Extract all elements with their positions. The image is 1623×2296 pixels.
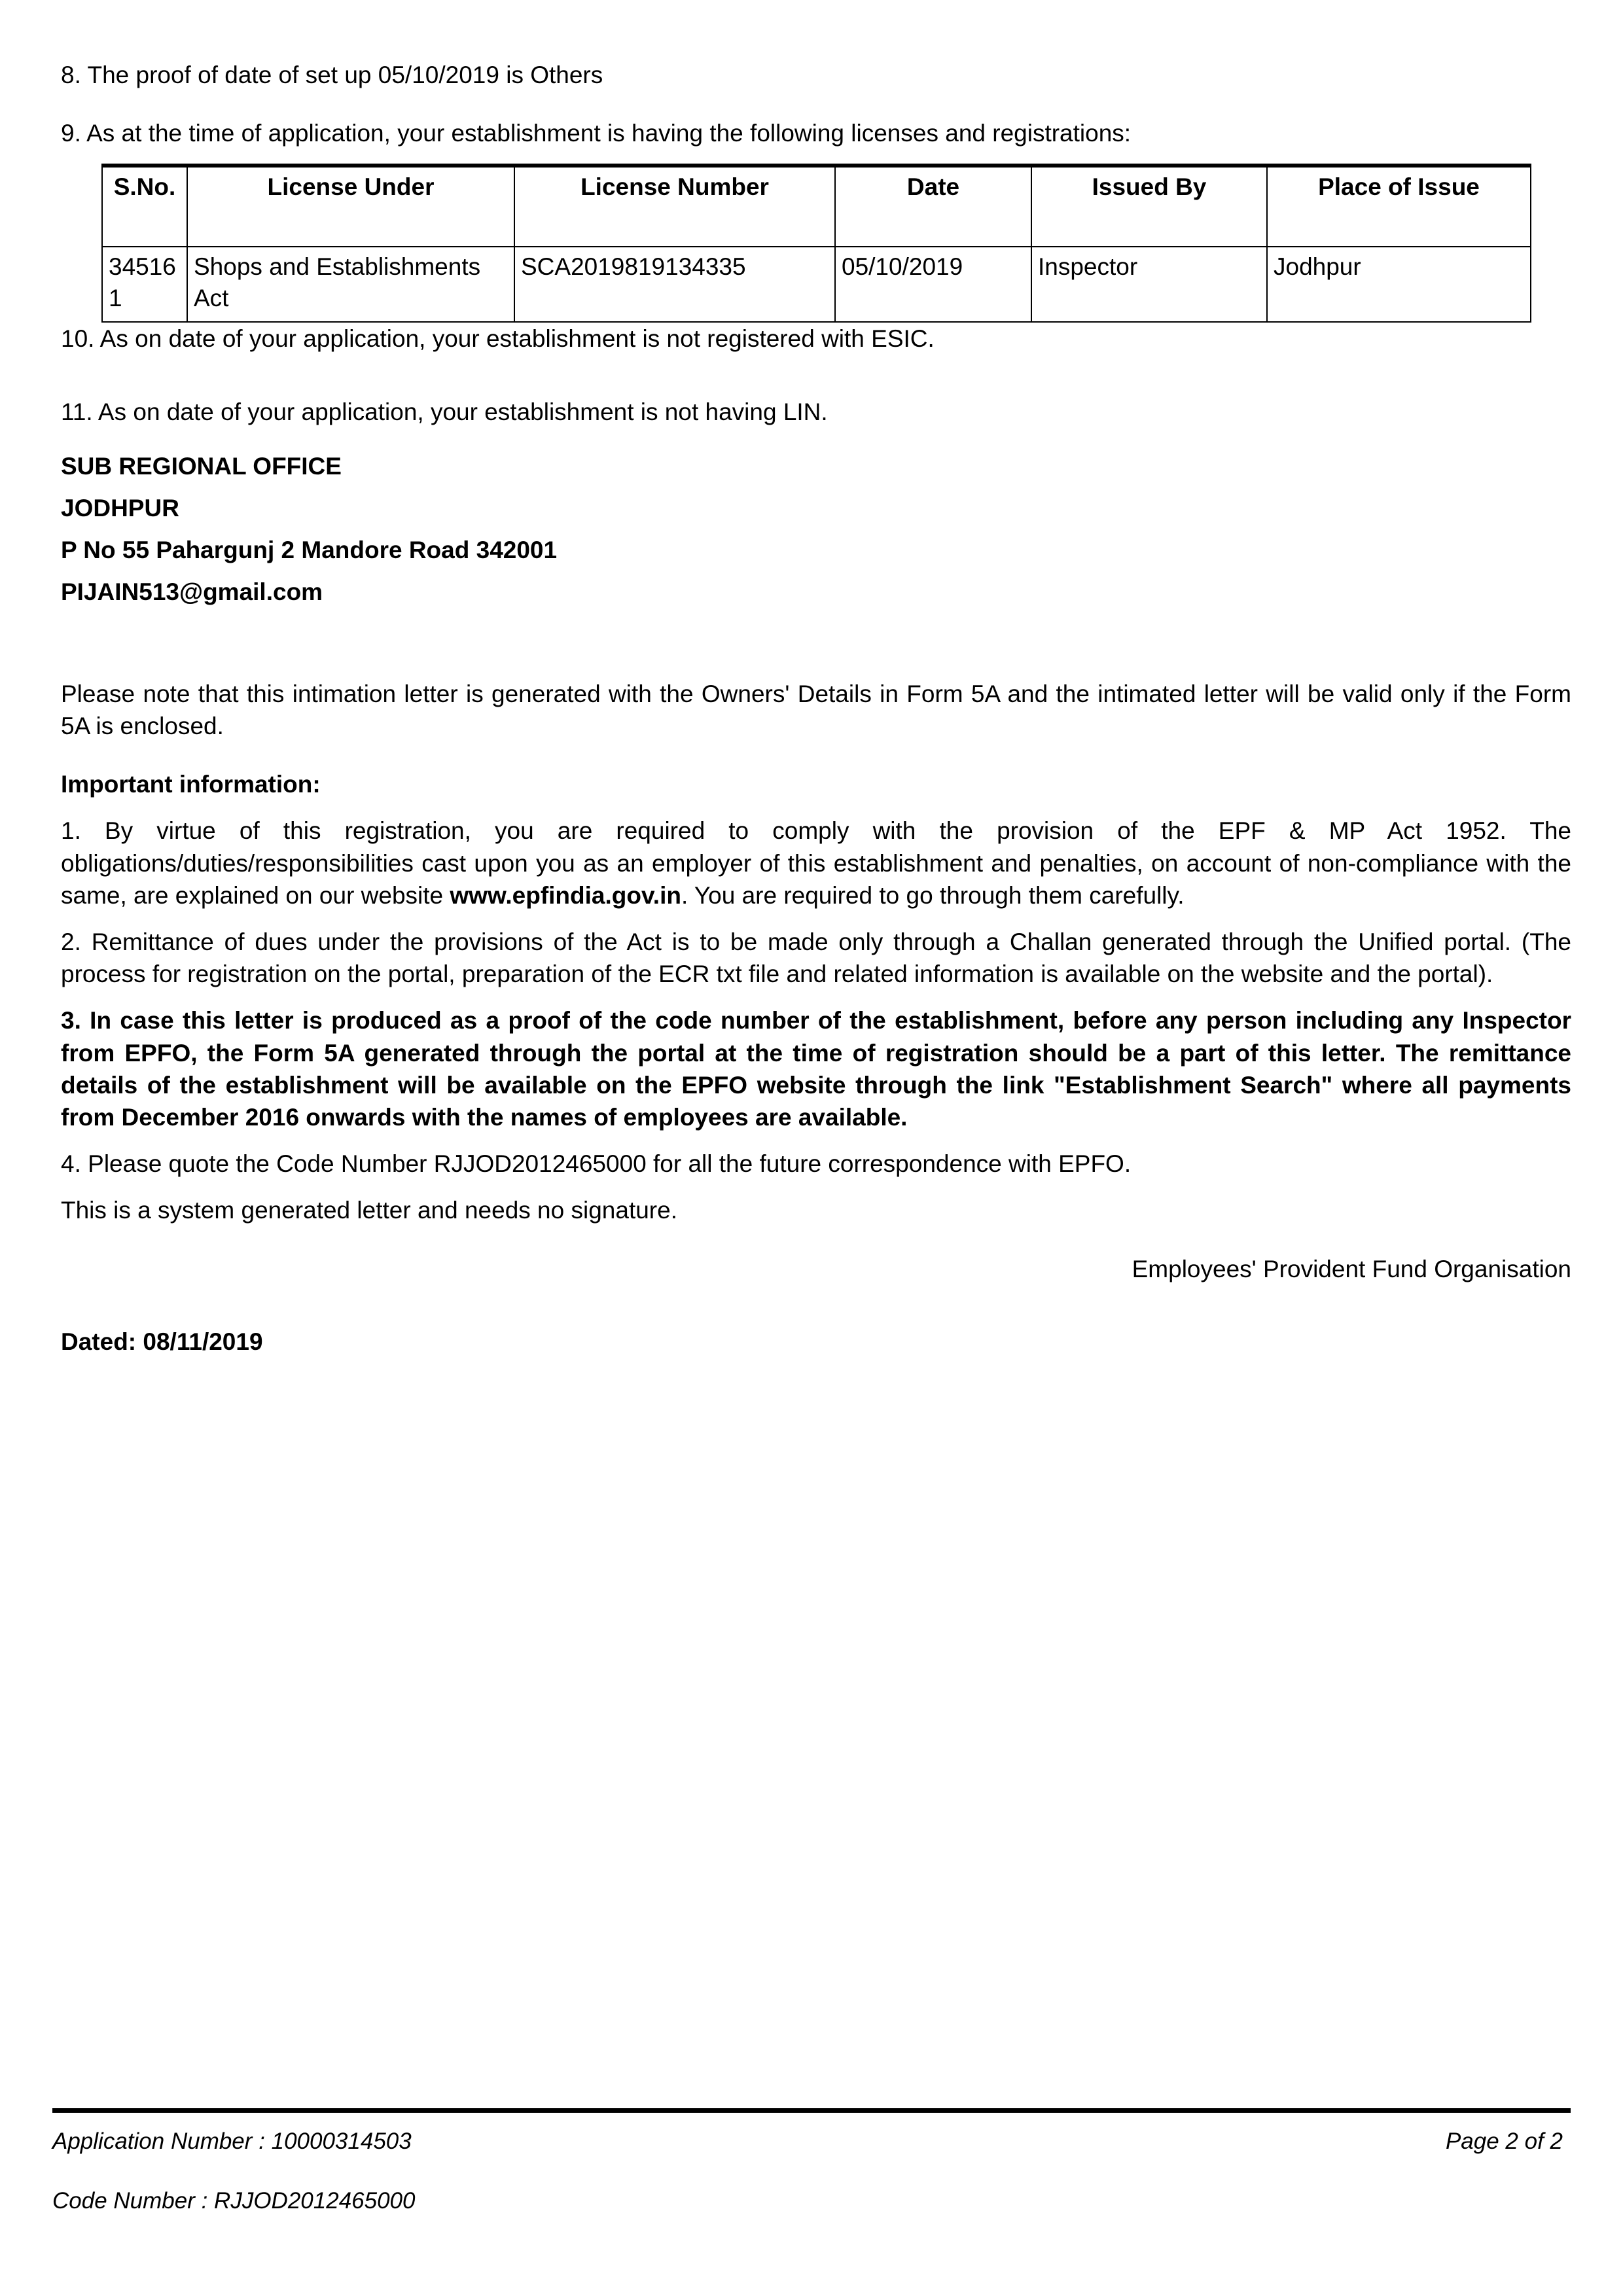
spacer bbox=[61, 149, 1571, 164]
license-table-wrapper bbox=[101, 164, 1530, 323]
important-item-2: 2. Remittance of dues under the provisions of the Act is to be made only through a Challan generated through the Unified portal. (The process for registration on the portal, preparation of the ECR txt file and related information is available on the website and the portal). bbox=[61, 928, 1571, 988]
item1-text-before-link: 1. By virtue of this registration, you are required to comply with the provision of the EPF & MP Act 1952. The obligations/duties/responsibilities cast upon you as an employer of this establishment and penalties, on account of non-compliance with the same, are explained on our website bbox=[61, 817, 1571, 909]
dated-line: Dated: 08/11/2019 bbox=[61, 1328, 263, 1355]
spacer bbox=[61, 742, 1571, 768]
column-header-place-of-issue: Place of Issue bbox=[1267, 166, 1531, 247]
clause-9: 9. As at the time of application, your establishment is having the following licenses and registrations: bbox=[61, 120, 1132, 147]
cell-place-of-issue: Jodhpur bbox=[1267, 247, 1531, 322]
important-item-4: 4. Please quote the Code Number RJJOD2012465000 for all the future correspondence with EPFO. bbox=[61, 1150, 1132, 1178]
table-row bbox=[102, 247, 1531, 322]
footer-row-top bbox=[52, 2127, 1571, 2156]
footer-row-bottom bbox=[52, 2187, 1571, 2216]
spacer bbox=[61, 355, 1571, 396]
spacer bbox=[61, 622, 1571, 678]
clause-11: 11. As on date of your application, your establishment is not having LIN. bbox=[61, 398, 828, 425]
important-information-heading: Important information: bbox=[61, 771, 321, 798]
column-header-license-number: License Number bbox=[514, 166, 835, 247]
license-table-body bbox=[102, 247, 1531, 322]
cell-sno: 345161 bbox=[102, 247, 187, 322]
office-address-block bbox=[61, 454, 1571, 604]
organisation-signature: Employees' Provident Fund Organisation bbox=[1132, 1255, 1571, 1282]
form5a-note: Please note that this intimation letter is generated with the Owners' Details in Form 5A and the intimated letter will be valid only if the Form 5A is enclosed. bbox=[61, 680, 1571, 740]
cell-issued-by: Inspector bbox=[1031, 247, 1267, 322]
spacer bbox=[61, 990, 1571, 1004]
column-header-license-under: License Under bbox=[187, 166, 514, 247]
license-table bbox=[101, 164, 1531, 323]
column-header-date: Date bbox=[835, 166, 1031, 247]
important-item-1 bbox=[61, 815, 1571, 911]
office-street: P No 55 Pahargunj 2 Mandore Road 342001 bbox=[61, 536, 558, 563]
spacer bbox=[61, 911, 1571, 926]
spacer bbox=[61, 1180, 1571, 1194]
spacer bbox=[61, 1285, 1571, 1326]
office-city: JODHPUR bbox=[61, 494, 179, 521]
system-generated-note: This is a system generated letter and needs no signature. bbox=[61, 1197, 677, 1224]
spacer bbox=[61, 1133, 1571, 1148]
code-number: Code Number : RJJOD2012465000 bbox=[52, 2187, 416, 2214]
spacer bbox=[61, 800, 1571, 815]
footer-divider bbox=[52, 2108, 1571, 2113]
document-body bbox=[61, 59, 1571, 1358]
application-number: Application Number : 10000314503 bbox=[52, 2128, 412, 2154]
column-header-sno: S.No. bbox=[102, 166, 187, 247]
spacer bbox=[61, 1227, 1571, 1253]
cell-license-under: Shops and Establishments Act bbox=[187, 247, 514, 322]
clause-10: 10. As on date of your application, your establishment is not registered with ESIC. bbox=[61, 325, 935, 353]
page-footer bbox=[52, 2108, 1571, 2216]
table-header-row bbox=[102, 166, 1531, 247]
epfindia-website-link[interactable]: www.epfindia.gov.in bbox=[450, 881, 681, 909]
column-header-issued-by: Issued By bbox=[1031, 166, 1267, 247]
clause-8: 8. The proof of date of set up 05/10/2019 is Others bbox=[61, 62, 603, 88]
page-number: Page 2 of 2 bbox=[1445, 2128, 1563, 2154]
spacer bbox=[61, 91, 1571, 117]
license-table-head bbox=[102, 166, 1531, 247]
item1-text-after-link: . You are required to go through them carefully. bbox=[681, 881, 1185, 909]
cell-date: 05/10/2019 bbox=[835, 247, 1031, 322]
office-name: SUB REGIONAL OFFICE bbox=[61, 452, 342, 480]
important-item-3: 3. In case this letter is produced as a proof of the code number of the establishment, before any person including any Inspector from EPFO, the Form 5A generated through the portal at the time of registration should be a part of this letter. The remittance details of the establishment will be available on the EPFO website through the link "Establishment Search" where all payments from December 2016 onwards with the names of employees are available. bbox=[61, 1007, 1571, 1131]
spacer bbox=[61, 428, 1571, 454]
office-email: PIJAIN513@gmail.com bbox=[61, 578, 323, 605]
cell-license-number: SCA2019819134335 bbox=[514, 247, 835, 322]
